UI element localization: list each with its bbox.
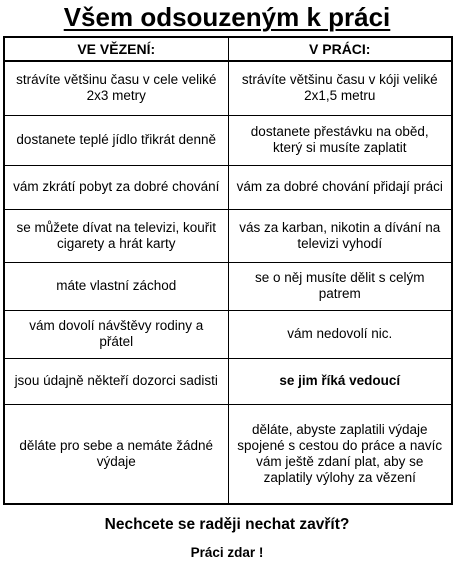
table-header-row <box>4 37 452 61</box>
header-prison: VE VĚZENÍ: <box>4 37 228 61</box>
cell-prison: jsou údajně někteří dozorci sadisti <box>4 358 228 404</box>
comparison-table <box>3 36 453 505</box>
table-row <box>4 262 452 310</box>
cell-prison: děláte pro sebe a nemáte žádné výdaje <box>4 404 228 504</box>
header-work: V PRÁCI: <box>228 37 452 61</box>
cell-prison: máte vlastní záchod <box>4 262 228 310</box>
cell-work: se o něj musíte dělit s celým patrem <box>228 262 452 310</box>
table-row <box>4 310 452 358</box>
cell-work: strávíte většinu času v kóji veliké 2x1,5 metru <box>228 61 452 115</box>
table-row <box>4 209 452 262</box>
cell-prison: vám zkrátí pobyt za dobré chování <box>4 165 228 209</box>
table-row <box>4 165 452 209</box>
cell-work: vám nedovolí nic. <box>228 310 452 358</box>
closing-slogan: Práci zdar ! <box>190 545 264 560</box>
table-row <box>4 404 452 504</box>
closing-question: Nechcete se raději nechat zavřít? <box>104 516 350 533</box>
page-title-text: Všem odsouzeným k práci <box>63 2 391 32</box>
table-row <box>4 115 452 165</box>
cell-work: děláte, abyste zaplatili výdaje spojené s cestou do práce a navíc vám ještě zdaní plat, aby se zaplatily výlohy za vězení <box>228 404 452 504</box>
cell-prison: se můžete dívat na televizi, kouřit cigarety a hrát karty <box>4 209 228 262</box>
table-row <box>4 358 452 404</box>
cell-work: vám za dobré chování přidají práci <box>228 165 452 209</box>
page-title <box>0 2 454 32</box>
cell-prison: vám dovolí návštěvy rodiny a přátel <box>4 310 228 358</box>
cell-work: vás za karban, nikotin a dívání na televizi vyhodí <box>228 209 452 262</box>
cell-prison: dostanete teplé jídlo třikrát denně <box>4 115 228 165</box>
cell-prison: strávíte většinu času v cele veliké 2x3 metry <box>4 61 228 115</box>
cell-work: dostanete přestávku na oběd, který si musíte zaplatit <box>228 115 452 165</box>
cell-work: se jim říká vedoucí <box>228 358 452 404</box>
table-row <box>4 61 452 115</box>
